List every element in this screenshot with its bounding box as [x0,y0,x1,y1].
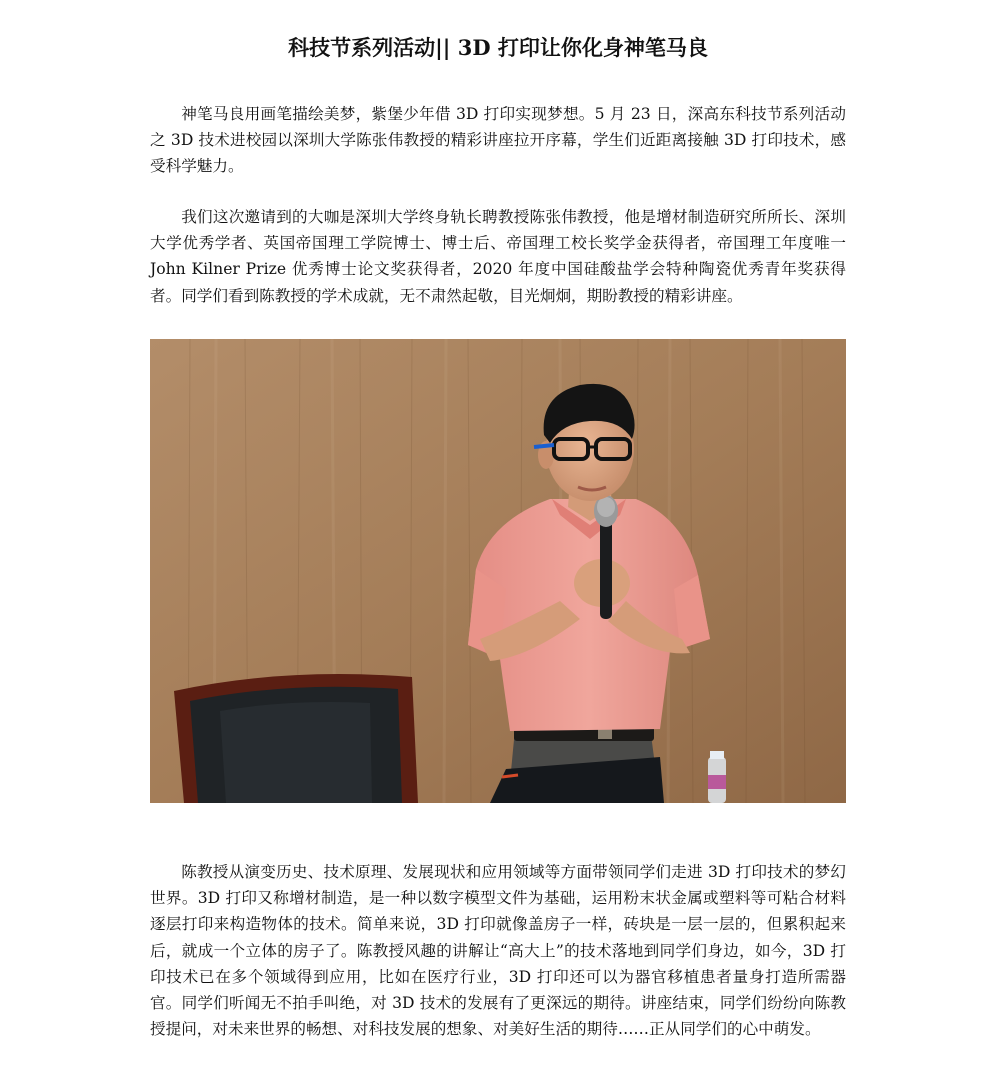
water-bottle [708,751,726,803]
paragraph-intro: 神笔马良用画笔描绘美梦，紫堡少年借 3D 打印实现梦想。5 月 23 日，深高东科技节系列活动之 3D 技术进校园以深圳大学陈张伟教授的精彩讲座拉开序幕，学生们近距离接触 3D 打印技术，感受科学魅力。 [150,105,846,176]
article-title: 科技节系列活动|| 3D 打印让你化身神笔马良 [288,35,708,60]
paragraph-professor: 我们这次邀请到的大咖是深圳大学终身轨长聘教授陈张伟教授，他是增材制造研究所所长、深圳大学优秀学者、英国帝国理工学院博士、博士后、帝国理工校长奖学金获得者，帝国理工年度唯一 John Kilner Prize 优秀博士论文奖获得者，2020 年度中国硅酸盐学会特种陶瓷优秀青年奖获得者。同学们看到陈教授的学术成就，无不肃然起敬，目光炯炯，期盼教授的精彩讲座。 [150,208,846,305]
lecture-photo [150,339,846,803]
lecture-photo-illustration [150,339,846,803]
paragraph-lecture: 陈教授从演变历史、技术原理、发展现状和应用领域等方面带领同学们走进 3D 打印技术的梦幻世界。3D 打印又称增材制造，是一种以数字模型文件为基础，运用粉末状金属或塑料等可粘合材料逐层打印来构造物体的技术。简单来说，3D 打印就像盖房子一样，砖块是一层一层的，但累积起来后，就成一个立体的房子了。陈教授风趣的讲解让“高大上”的技术落地到同学们身边，如今，3D 打印技术已在多个领域得到应用，比如在医疗行业，3D 打印还可以为器官移植患者量身打造所需器官。同学们听闻无不拍手叫绝，对 3D 技术的发展有了更深远的期待。讲座结束，同学们纷纷向陈教授提问，对未来世界的畅想、对科技发展的想象、对美好生活的期待……正从同学们的心中萌发。 [150,863,846,1039]
chair [174,674,418,803]
